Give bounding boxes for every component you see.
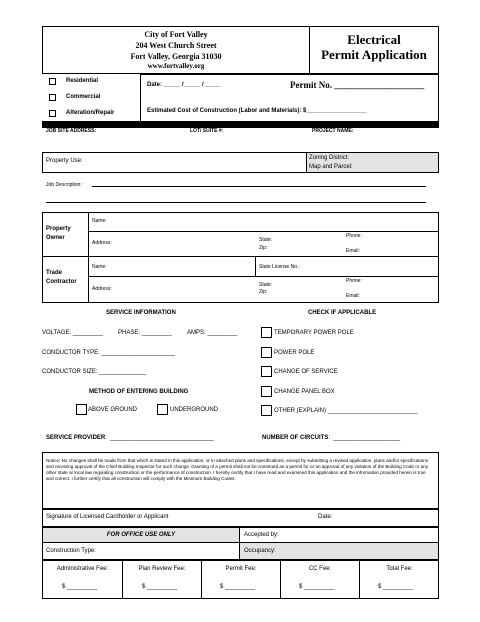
date-field[interactable]: Date: _____ /_____ /_____	[147, 82, 221, 88]
check-applicable-heading: CHECK IF APPLICABLE	[308, 310, 377, 316]
owner-contractor-divider	[42, 256, 438, 257]
owner-row-divider	[88, 231, 438, 232]
signature-date-field[interactable]: Date:	[318, 514, 333, 520]
form-title-line1: Electrical	[347, 32, 401, 47]
administrative-fee-amount[interactable]: $ _________	[62, 584, 98, 590]
owner-state-field[interactable]: State:	[259, 237, 273, 243]
owner-name-field[interactable]: Name:	[92, 218, 107, 224]
office-use-heading: FOR OFFICE USE ONLY	[106, 532, 176, 538]
contractor-phone-field[interactable]: Phone:	[346, 278, 362, 284]
commercial-checkbox[interactable]	[49, 94, 56, 101]
office-use-divider	[239, 527, 240, 560]
owner-phone-field[interactable]: Phone:	[346, 233, 362, 239]
permit-fee-amount[interactable]: $ _________	[220, 584, 256, 590]
cc-fee-label: CC Fee:	[308, 566, 332, 572]
occupancy-field[interactable]: Occupancy:	[244, 548, 276, 554]
owner-heading-line1: Property	[46, 226, 71, 232]
owner-heading-line2: Owner	[46, 235, 65, 241]
owner-heading-divider	[88, 212, 89, 303]
zoning-district-field[interactable]: Zoning District:	[309, 155, 350, 161]
zoning-divider	[306, 152, 307, 173]
estimated-cost-field[interactable]: Estimated Cost of Construction (Labor and Materials): $__________________	[147, 108, 367, 114]
owner-address-field[interactable]: Address:	[92, 240, 112, 246]
commercial-label: Commercial	[66, 94, 101, 100]
plan-review-fee-amount[interactable]: $ _________	[142, 584, 178, 590]
change-of-service-label: CHANGE OF SERVICE	[274, 369, 338, 375]
underground-label: UNDERGROUND	[170, 407, 218, 413]
job-description-label: Job Description:	[46, 182, 82, 188]
contractor-row-divider	[88, 276, 438, 277]
job-site-address-label: JOB SITE ADDRESS:	[46, 128, 97, 134]
total-fee-label: Total Fee:	[386, 566, 413, 572]
accepted-by-field[interactable]: Accepted by:	[244, 532, 279, 538]
property-use-field[interactable]: Property Use:	[46, 158, 83, 164]
underground-checkbox[interactable]	[157, 404, 168, 415]
total-fee-amount[interactable]: $ _________	[378, 584, 414, 590]
map-parcel-field[interactable]: Map and Parcel:	[309, 164, 353, 170]
phase-field[interactable]: PHASE: _________	[118, 330, 172, 336]
method-heading: METHOD OF ENTERING BUILDING	[89, 389, 189, 395]
job-description-line-1[interactable]	[92, 180, 426, 187]
change-panel-box-label: CHANGE PANEL BOX	[274, 389, 335, 395]
contractor-license-field[interactable]: State License No.:	[259, 264, 300, 270]
cc-fee-amount[interactable]: $ _________	[299, 584, 335, 590]
contractor-address-field[interactable]: Address:	[92, 286, 112, 292]
permit-fee-label: Permit Fee:	[225, 566, 257, 572]
permit-number-field[interactable]: Permit No. ____________________	[290, 80, 425, 90]
amps-field[interactable]: AMPS: _________	[187, 330, 238, 336]
signature-field[interactable]: Signature of Licensed Cardholder or Applicant	[46, 514, 169, 520]
above-ground-checkbox[interactable]	[76, 404, 87, 415]
alteration-label: Alteration/Repair	[66, 110, 115, 116]
office-use-row-divider	[42, 542, 439, 543]
change-panel-box-checkbox[interactable]	[261, 386, 272, 397]
number-of-circuits-label: NUMBER OF CIRCUITS	[262, 435, 329, 441]
city-website: www.fortvalley.org	[147, 62, 205, 70]
form-title-line2: Permit Application	[321, 47, 427, 62]
temporary-power-pole-label: TEMPORARY POWER POLE	[274, 330, 354, 336]
contractor-email-field[interactable]: Email:	[346, 293, 360, 299]
project-name-label: PROJECT NAME:	[312, 128, 354, 134]
administrative-fee-label: Administrative Fee:	[56, 566, 109, 572]
job-description-line-2[interactable]	[46, 196, 426, 203]
above-ground-label: ABOVE GROUND	[88, 407, 138, 413]
alteration-checkbox[interactable]	[49, 110, 56, 117]
contractor-heading-line2: Contractor	[46, 279, 77, 285]
residential-checkbox[interactable]	[49, 78, 56, 85]
service-info-heading: SERVICE INFORMATION	[106, 310, 176, 316]
service-provider-blank: : _______________________________	[105, 435, 214, 441]
power-pole-label: POWER POLE	[274, 350, 315, 356]
service-provider-label: SERVICE PROVIDER	[46, 435, 106, 441]
other-explain-label[interactable]: OTHER (EXPLAIN) ___________________________	[274, 408, 418, 414]
residential-label: Residential	[66, 78, 99, 84]
plan-review-fee-label: Plan Review Fee:	[138, 566, 186, 572]
temporary-power-pole-checkbox[interactable]	[261, 327, 272, 338]
power-pole-checkbox[interactable]	[261, 347, 272, 358]
service-provider-field[interactable]	[46, 435, 214, 441]
number-of-circuits-blank: : ____________________	[328, 435, 401, 441]
construction-type-field[interactable]: Construction Type:	[46, 548, 96, 554]
contractor-heading-line1: Trade	[46, 270, 63, 276]
contractor-state-field[interactable]: State:	[259, 282, 273, 288]
change-of-service-checkbox[interactable]	[261, 366, 272, 377]
contractor-name-field[interactable]: Name:	[92, 264, 107, 270]
owner-zip-field[interactable]: Zip:	[259, 245, 268, 251]
contractor-license-divider	[255, 256, 256, 276]
city-street: 204 West Church Street	[135, 41, 217, 50]
owner-email-field[interactable]: Email:	[346, 248, 360, 254]
conductor-size-field[interactable]: CONDUCTOR SIZE: ______________	[42, 369, 146, 375]
city-state-zip: Fort Valley, Georgia 31030	[130, 52, 222, 61]
notice-text: Notice: No changes shall be made from that which is stated in this application, or in attached plans and specifications, except by submitting a revised application, plans and/or specifications and receiving approval of the Chief Building Inspector for such change. Granting of a permit shall not be construed as a permit for or an approval of any violation of the Building Code or any other state or local law regulating construction or the performance of construction. I hereby certify that I have read and examined this application and the information provided herein is true and correct. I further certify that all construction will comply with the Minimum Building Codes.	[46, 458, 429, 482]
conductor-type-field[interactable]: CONDUCTOR TYPE: ______________________	[42, 350, 175, 356]
number-of-circuits-field[interactable]	[262, 435, 400, 441]
city-name: City of Fort Valley	[144, 30, 208, 39]
voltage-field[interactable]: VOLTAGE: _________	[42, 330, 103, 336]
site-bar	[42, 121, 439, 128]
lot-suite-label: LOT/ SUITE #:	[190, 128, 224, 134]
contractor-zip-field[interactable]: Zip:	[259, 289, 268, 295]
other-explain-checkbox[interactable]	[261, 405, 272, 416]
